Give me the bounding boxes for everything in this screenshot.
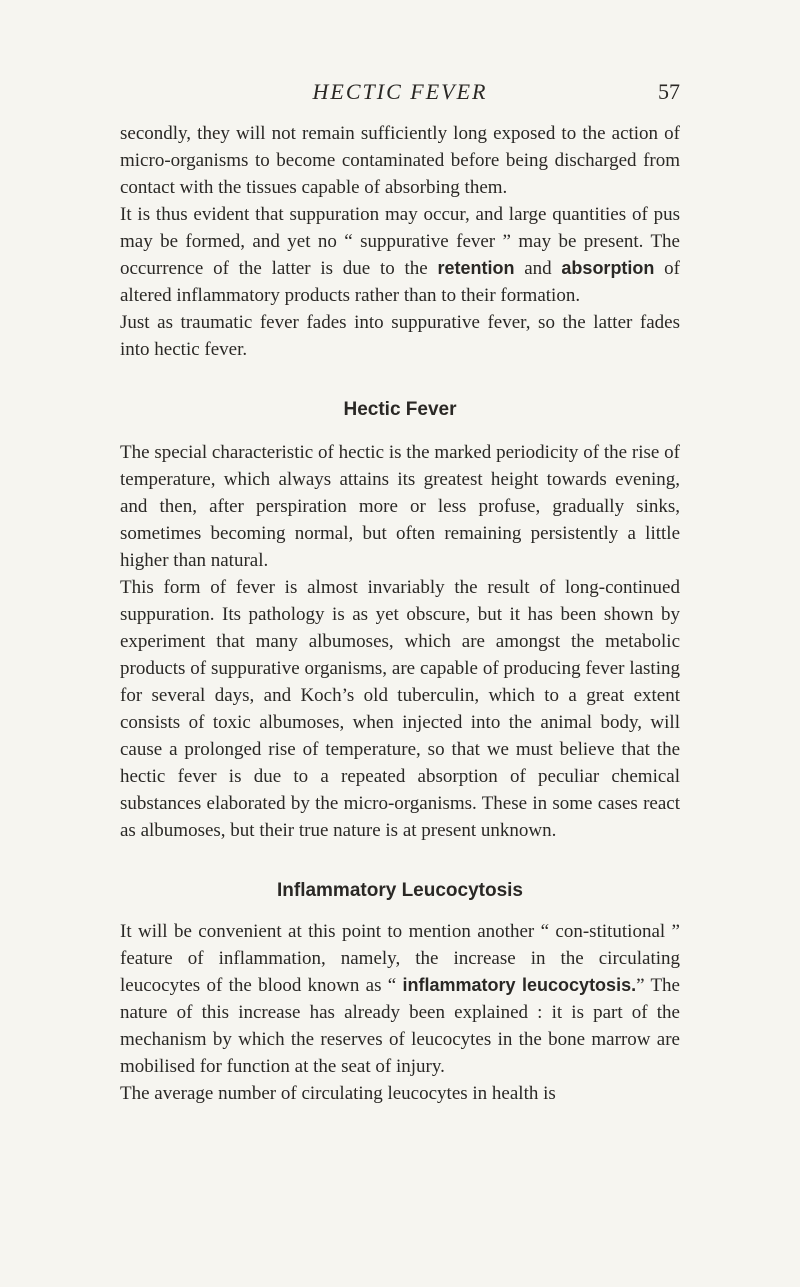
bold-term-retention: retention xyxy=(437,258,515,278)
paragraph-average-number: The average number of circulating leucocytes in health is xyxy=(120,1083,556,1104)
section-heading-hectic-fever: Hectic Fever xyxy=(343,399,457,420)
paragraph-periodicity: The special characteristic of hectic is the marked periodicity of the rise of temperature, which always attains its greatest height towards evening, and then, after perspiration more or less profuse, gradually sinks, sometimes becoming normal, but often remaining persistently a little higher than natural. xyxy=(120,442,680,571)
running-head xyxy=(120,78,680,106)
section-heading-inflammatory-leucocytosis: Inflammatory Leucocytosis xyxy=(276,880,524,901)
page-number: 57 xyxy=(658,79,680,104)
bold-term-inflammatory-leucocytosis: inflammatory leucocytosis. xyxy=(402,975,637,995)
text-run: of altered inflammatory products rather than to their formation. xyxy=(120,258,680,306)
text-run: It will be convenient at this point to mention another “ con-stitutional ” feature of inflammation, namely, the increase in the circulating leucocytes of the blood known as “ xyxy=(120,921,680,996)
body-text xyxy=(120,120,680,1107)
text-run: It is thus evident that suppuration may occur, and large quantities of pus may be formed, and yet no “ suppurative fever ” may be present. The occurrence of the latter is due to the xyxy=(120,204,680,279)
bold-term-absorption: absorption xyxy=(561,258,655,278)
text-run: and xyxy=(514,258,562,279)
paragraph-pathology: This form of fever is almost invariably the result of long-continued suppuration. Its pathology is as yet obscure, but it has been shown by experiment that many albumoses, which are amongst the metabolic products of suppurative organisms, are capable of producing fever lasting for several days, and Koch’s old tuberculin, which to a great extent consists of toxic albumoses, when injected into the animal body, will cause a prolonged rise of temperature, so that we must believe that the hectic fever is due to a repeated absorption of peculiar chemical substances elaborated by the micro-organisms. These in some cases react as albumoses, but their true nature is at present unknown. xyxy=(120,577,680,841)
paragraph-continued: secondly, they will not remain sufficiently long exposed to the action of micro-organisms to become contaminated before being discharged from contact with the tissues capable of absorbing them. xyxy=(120,123,680,198)
paragraph-traumatic-fever: Just as traumatic fever fades into suppurative fever, so the latter fades into hectic fever. xyxy=(120,312,680,360)
paragraph-leucocytosis xyxy=(120,918,680,1080)
text-run: ” The nature of this increase has already been explained : it is part of the mechanism by which the reserves of leucocytes in the bone marrow are mobilised for function at the seat of injury. xyxy=(120,975,680,1077)
paragraph-suppuration xyxy=(120,201,680,309)
running-title: HECTIC FEVER xyxy=(312,79,488,104)
